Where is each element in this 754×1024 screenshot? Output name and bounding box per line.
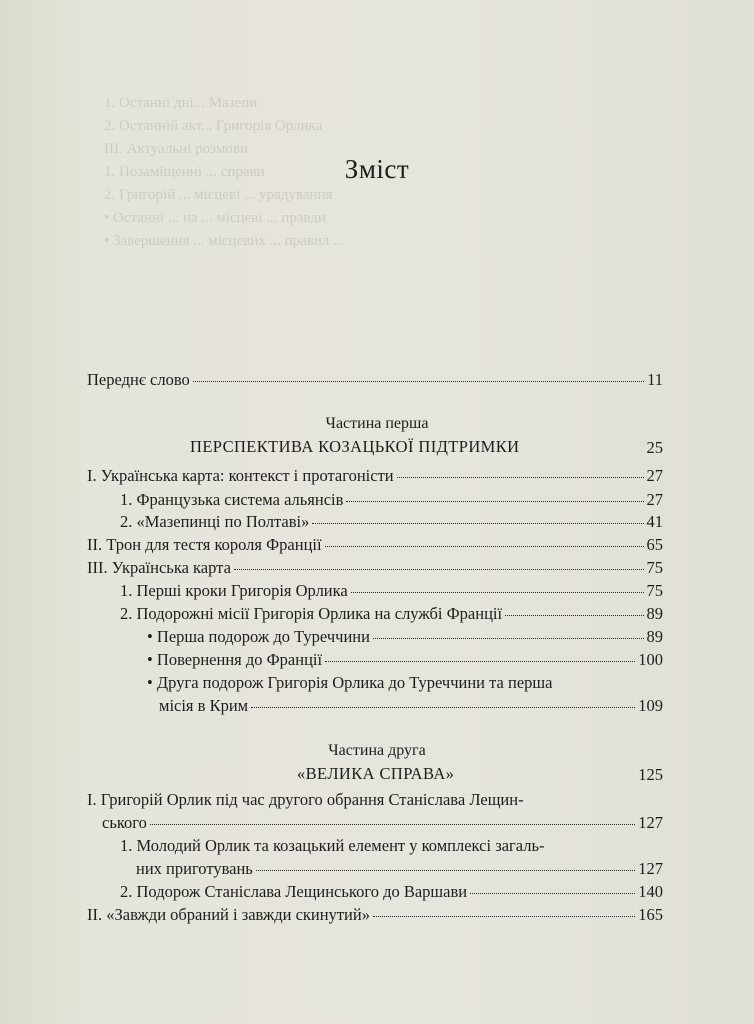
entry-label: ського [102,813,147,832]
leader-dots [397,476,644,478]
toc-entry-part2-sec2 [87,905,663,925]
entry-label: 2. Подорож Станіслава Лещинського до Варшави [120,882,468,901]
part1-page: 25 [646,438,663,457]
leader-dots [346,500,643,502]
toc-entry-part2-sec1-line1: I. Григорій Орлик під час другого обрання Станіслава Лещин- [87,790,524,809]
entry-page: 89 [646,627,663,646]
entry-label: • Повернення до Франції [147,650,323,669]
toc-entry-part2-sec1-1-line1: 1. Молодий Орлик та козацький елемент у комплексі загаль- [120,836,545,855]
entry-label: 1. Перші кроки Григорія Орлика [120,581,348,600]
entry-page: 75 [646,581,663,600]
entry-page: 27 [646,490,663,509]
entry-page: 75 [646,558,663,577]
toc-entry-part1-sec3-2 [120,604,663,624]
leader-dots [470,892,635,894]
bleed-line: III. Актуальні розмови [104,141,248,157]
part2-page: 125 [638,765,663,784]
leader-dots [373,915,635,917]
entry-page: 127 [638,813,663,832]
bleed-line: 2. Останній акт... Григорія Орлика [104,118,323,134]
entry-page: 109 [638,696,663,715]
leader-dots [325,660,635,662]
toc-entry-part1-bullet1 [147,627,663,647]
entry-page: 65 [646,535,663,554]
entry-label: Переднє слово [87,370,190,389]
toc-entry-part2-sec1-2 [120,882,663,902]
entry-label: III. Українська карта [87,558,231,577]
bleed-line: • Завершення ... місцевих ... правил ... [104,233,345,249]
leader-dots [351,591,644,593]
leader-dots [373,637,644,639]
entry-page: 127 [638,859,663,878]
toc-entry-part1-sec1 [87,466,663,486]
toc-entry-foreword [87,370,663,390]
entry-label: місія в Крим [159,696,249,715]
entry-page: 100 [638,650,663,669]
leader-dots [150,823,635,825]
part1-title: ПЕРСПЕКТИВА КОЗАЦЬКОЇ ПІДТРИМКИ [190,437,520,456]
entry-page: 27 [646,466,663,485]
leader-dots [325,545,644,547]
entry-label: 2. «Мазепинці по Полтаві» [120,512,310,531]
toc-entry-part1-sec2 [87,535,663,555]
entry-page: 11 [647,370,663,389]
bleed-line: 1. Останні дні... Мазепи [104,95,258,111]
bleed-line: • Останні ... на ... місцеві ... правди [104,210,326,226]
entry-page: 165 [638,905,663,924]
entry-label: 1. Французька система альянсів [120,490,344,509]
toc-entry-part1-sec1-2 [120,512,663,532]
toc-entry-part1-bullet3 [159,696,663,716]
entry-label: II. Трон для тестя короля Франції [87,535,322,554]
leader-dots [234,568,644,570]
entry-label: них приготувань [136,859,253,878]
leader-dots [505,614,643,616]
entry-label: • Перша подорож до Туреччини [147,627,370,646]
toc-entry-part1-bullet3-line1: • Друга подорож Григорія Орлика до Туреччини та перша [147,673,553,692]
toc-entry-part2-sec1-1 [136,859,663,879]
toc-entry-part1-sec3 [87,558,663,578]
toc-entry-part1-sec1-1 [120,490,663,510]
leader-dots [256,869,635,871]
entry-page: 89 [646,604,663,623]
leader-dots [193,380,644,382]
leader-dots [312,522,643,524]
part2-heading: Частина друга [328,742,426,759]
leader-dots [251,706,635,708]
entry-page: 41 [646,512,663,531]
bleed-line: 2. Григорій ... місцеві ... урядування [104,187,333,203]
entry-label: 2. Подорожні місії Григорія Орлика на службі Франції [120,604,503,623]
toc-entry-part1-sec3-1 [120,581,663,601]
entry-page: 140 [638,882,663,901]
part1-heading: Частина перша [325,415,429,432]
page-title: Зміст [344,154,410,184]
toc-entry-part1-bullet2 [147,650,663,670]
toc-entry-part2-sec1 [102,813,663,833]
part2-title: «ВЕЛИКА СПРАВА» [297,764,455,783]
bleed-line: 1. Позаміщенні ... справи [104,164,265,180]
entry-label: II. «Завжди обраний і завжди скинутий» [87,905,370,924]
entry-label: I. Українська карта: контекст і протагоністи [87,466,394,485]
